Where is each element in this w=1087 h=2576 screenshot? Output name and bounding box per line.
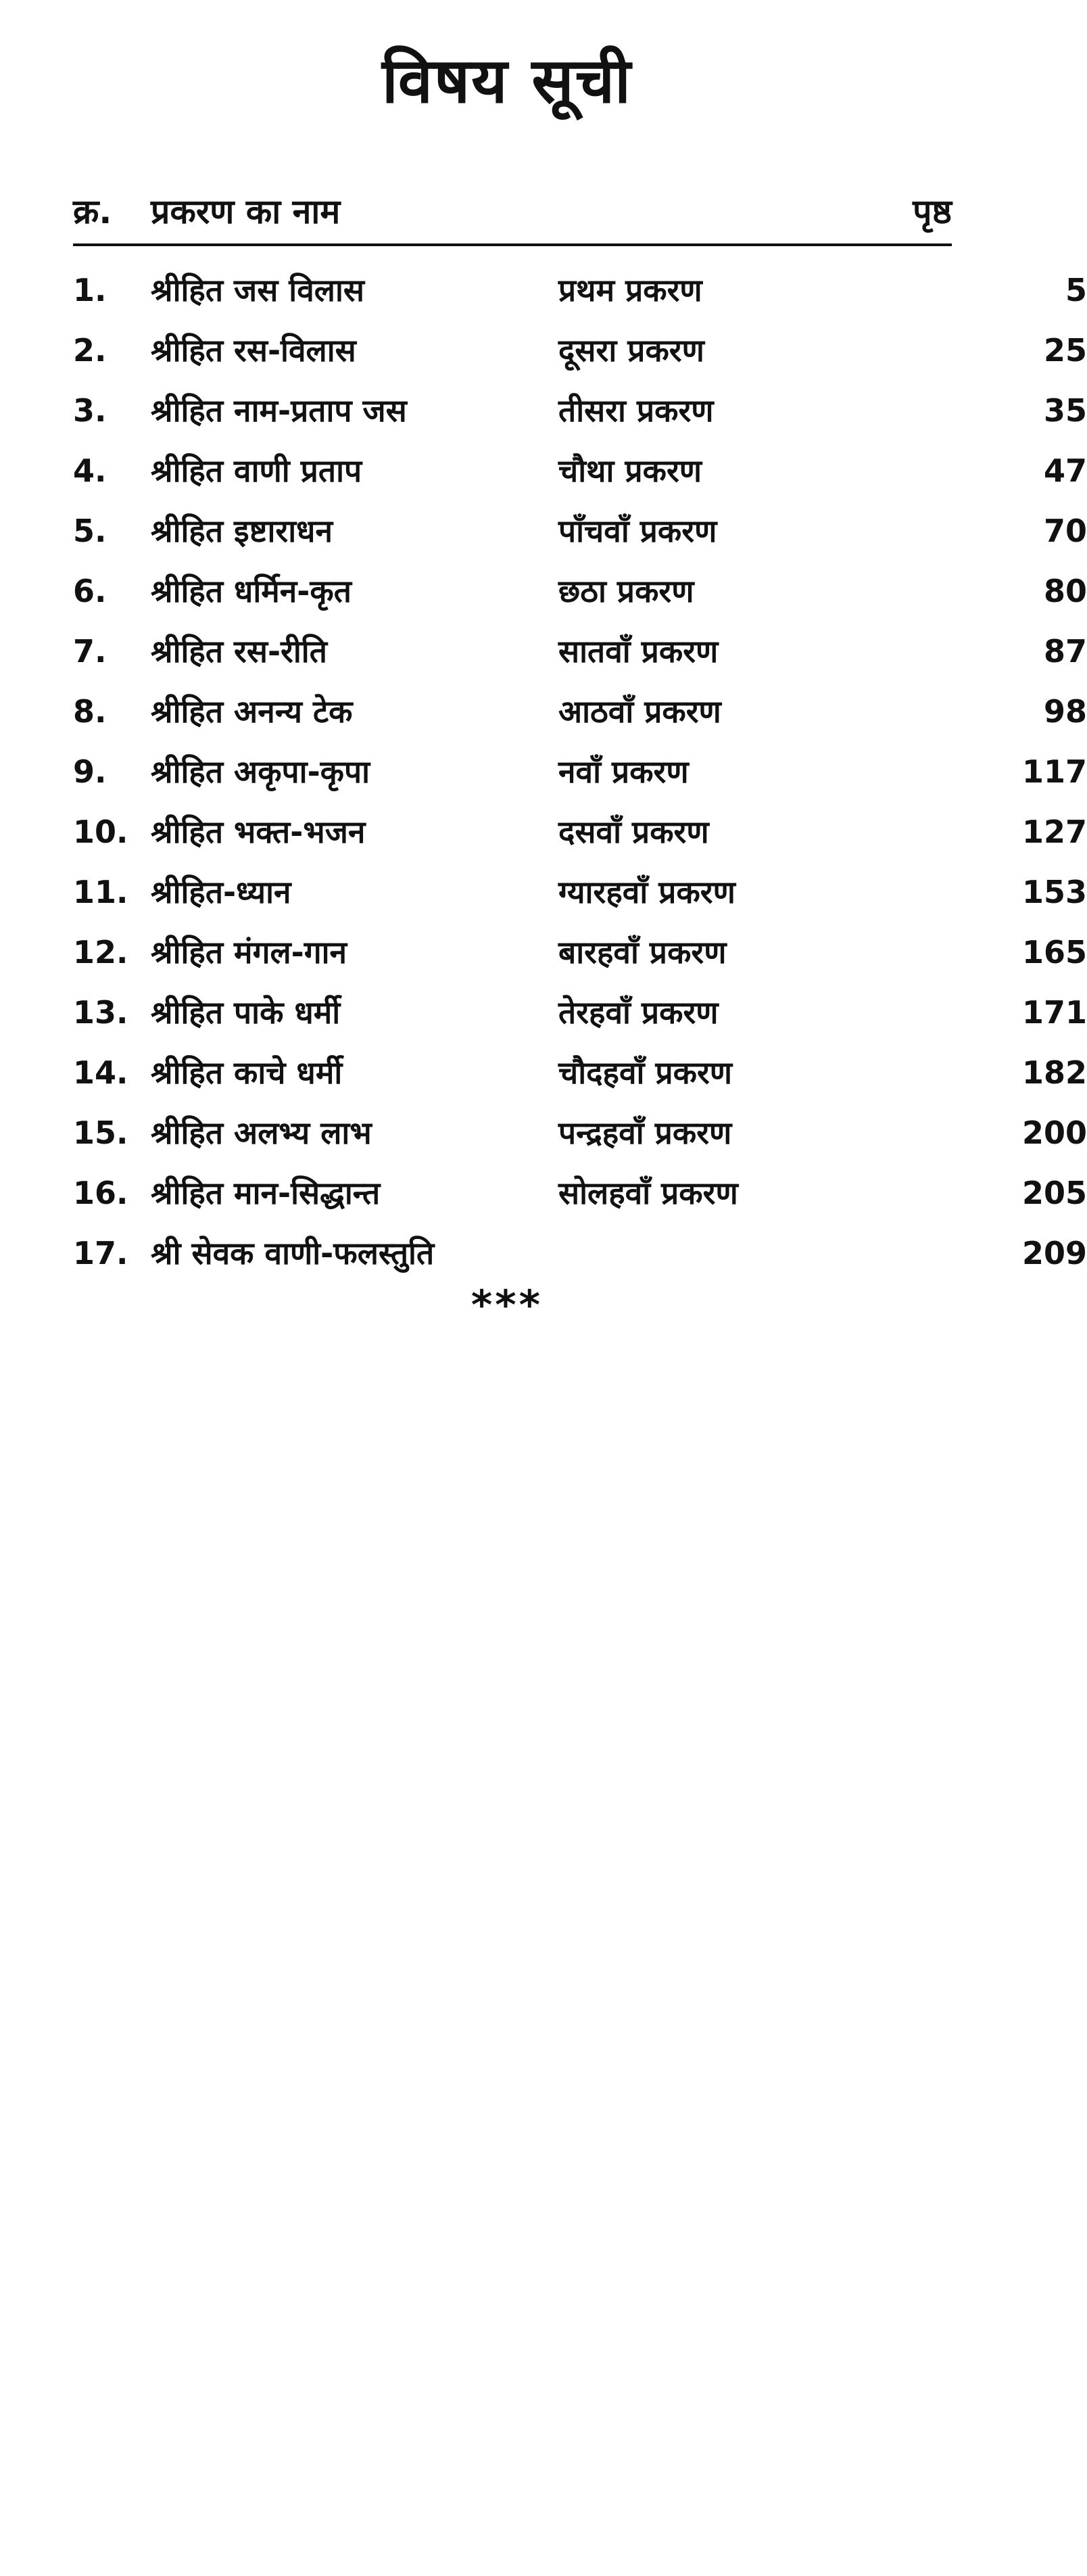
- entry-number: 13.: [73, 994, 128, 1031]
- entry-number: 1.: [73, 272, 107, 308]
- entry-page: 87: [1043, 633, 1087, 670]
- entry-number: 6.: [73, 573, 107, 609]
- toc-row: [73, 983, 1087, 1043]
- entry-name: श्रीहित अकृपा-कृपा: [151, 753, 370, 790]
- entry-page: 200: [1021, 1115, 1087, 1151]
- entry-name: श्रीहित इष्टाराधन: [151, 513, 333, 549]
- entry-chapter: आठवाँ प्रकरण: [558, 693, 721, 730]
- entry-chapter: दसवाँ प्रकरण: [558, 814, 709, 850]
- entry-chapter: चौदहवाँ प्रकरण: [558, 1054, 733, 1091]
- entry-name: श्रीहित मंगल-गान: [151, 934, 347, 970]
- entry-name: श्रीहित जस विलास: [151, 272, 364, 308]
- entry-page: 209: [1021, 1235, 1087, 1271]
- toc-row: [73, 381, 1087, 441]
- toc-row: [73, 742, 1087, 802]
- page-title: विषय सूची: [382, 45, 632, 117]
- entry-number: 12.: [73, 934, 128, 970]
- entry-number: 3.: [73, 392, 107, 429]
- table-of-contents: [73, 260, 1087, 1284]
- entry-page: 117: [1021, 753, 1087, 790]
- entry-page: 25: [1043, 332, 1087, 369]
- entry-page: 171: [1021, 994, 1087, 1031]
- entry-number: 7.: [73, 633, 107, 670]
- toc-row: [73, 441, 1087, 501]
- toc-row: [73, 321, 1087, 381]
- entry-chapter: ग्यारहवाँ प्रकरण: [558, 874, 735, 910]
- entry-number: 16.: [73, 1175, 128, 1211]
- entry-chapter: छठा प्रकरण: [558, 573, 694, 609]
- entry-name: श्री सेवक वाणी-फलस्तुति: [151, 1235, 435, 1271]
- entry-number: 2.: [73, 332, 107, 369]
- entry-name: श्रीहित धर्मिन-कृत: [151, 573, 352, 609]
- entry-number: 9.: [73, 753, 107, 790]
- entry-chapter: दूसरा प्रकरण: [558, 332, 704, 369]
- toc-row: [73, 622, 1087, 682]
- toc-row: [73, 1103, 1087, 1163]
- table-header: [73, 188, 952, 235]
- entry-number: 11.: [73, 874, 128, 910]
- entry-name: श्रीहित काचे धर्मी: [151, 1054, 343, 1091]
- entry-page: 127: [1021, 814, 1087, 850]
- entry-number: 17.: [73, 1235, 128, 1271]
- toc-row: [73, 862, 1087, 922]
- entry-name: श्रीहित रस-विलास: [151, 332, 356, 369]
- entry-page: 35: [1043, 392, 1087, 429]
- footer-ornament: ***: [470, 1282, 544, 1329]
- header-name: प्रकरण का नाम: [151, 192, 341, 231]
- entry-chapter: सातवाँ प्रकरण: [558, 633, 719, 670]
- entry-page: 205: [1021, 1175, 1087, 1211]
- entry-page: 165: [1021, 934, 1087, 970]
- entry-page: 153: [1021, 874, 1087, 910]
- entry-name: श्रीहित वाणी प्रताप: [151, 452, 362, 489]
- header-number: क्र.: [73, 192, 112, 231]
- entry-number: 8.: [73, 693, 107, 730]
- entry-chapter: नवाँ प्रकरण: [558, 753, 689, 790]
- entry-chapter: प्रथम प्रकरण: [558, 272, 702, 308]
- entry-chapter: सोलहवाँ प्रकरण: [558, 1175, 738, 1211]
- entry-chapter: बारहवाँ प्रकरण: [558, 934, 727, 970]
- entry-name: श्रीहित भक्त-भजन: [151, 814, 366, 850]
- toc-row: [73, 682, 1087, 742]
- toc-row: [73, 260, 1087, 321]
- entry-chapter: पाँचवाँ प्रकरण: [558, 513, 717, 549]
- toc-row: [73, 1043, 1087, 1103]
- toc-row: [73, 802, 1087, 862]
- entry-number: 4.: [73, 452, 107, 489]
- entry-name: श्रीहित पाके धर्मी: [151, 994, 341, 1031]
- entry-name: श्रीहित अलभ्य लाभ: [151, 1115, 372, 1151]
- entry-name: श्रीहित-ध्यान: [151, 874, 291, 910]
- entry-chapter: पन्द्रहवाँ प्रकरण: [558, 1115, 732, 1151]
- entry-page: 5: [1065, 272, 1087, 308]
- entry-name: श्रीहित नाम-प्रताप जस: [151, 392, 407, 429]
- header-page: पृष्ठ: [913, 192, 952, 231]
- entry-number: 5.: [73, 513, 107, 549]
- entry-name: श्रीहित अनन्य टेक: [151, 693, 353, 730]
- entry-name: श्रीहित मान-सिद्धान्त: [151, 1175, 381, 1211]
- entry-name: श्रीहित रस-रीति: [151, 633, 327, 670]
- entry-chapter: तीसरा प्रकरण: [558, 392, 714, 429]
- toc-row: [73, 1163, 1087, 1223]
- toc-row: [73, 561, 1087, 622]
- entry-page: 98: [1043, 693, 1087, 730]
- entry-number: 15.: [73, 1115, 128, 1151]
- entry-page: 70: [1043, 513, 1087, 549]
- entry-number: 14.: [73, 1054, 128, 1091]
- entry-chapter: तेरहवाँ प्रकरण: [558, 994, 719, 1031]
- toc-row: [73, 922, 1087, 983]
- toc-row: [73, 1223, 1087, 1284]
- entry-page: 182: [1021, 1054, 1087, 1091]
- entry-chapter: चौथा प्रकरण: [558, 452, 702, 489]
- toc-row: [73, 501, 1087, 561]
- entry-page: 80: [1043, 573, 1087, 609]
- header-divider: [73, 243, 952, 246]
- entry-page: 47: [1043, 452, 1087, 489]
- entry-number: 10.: [73, 814, 128, 850]
